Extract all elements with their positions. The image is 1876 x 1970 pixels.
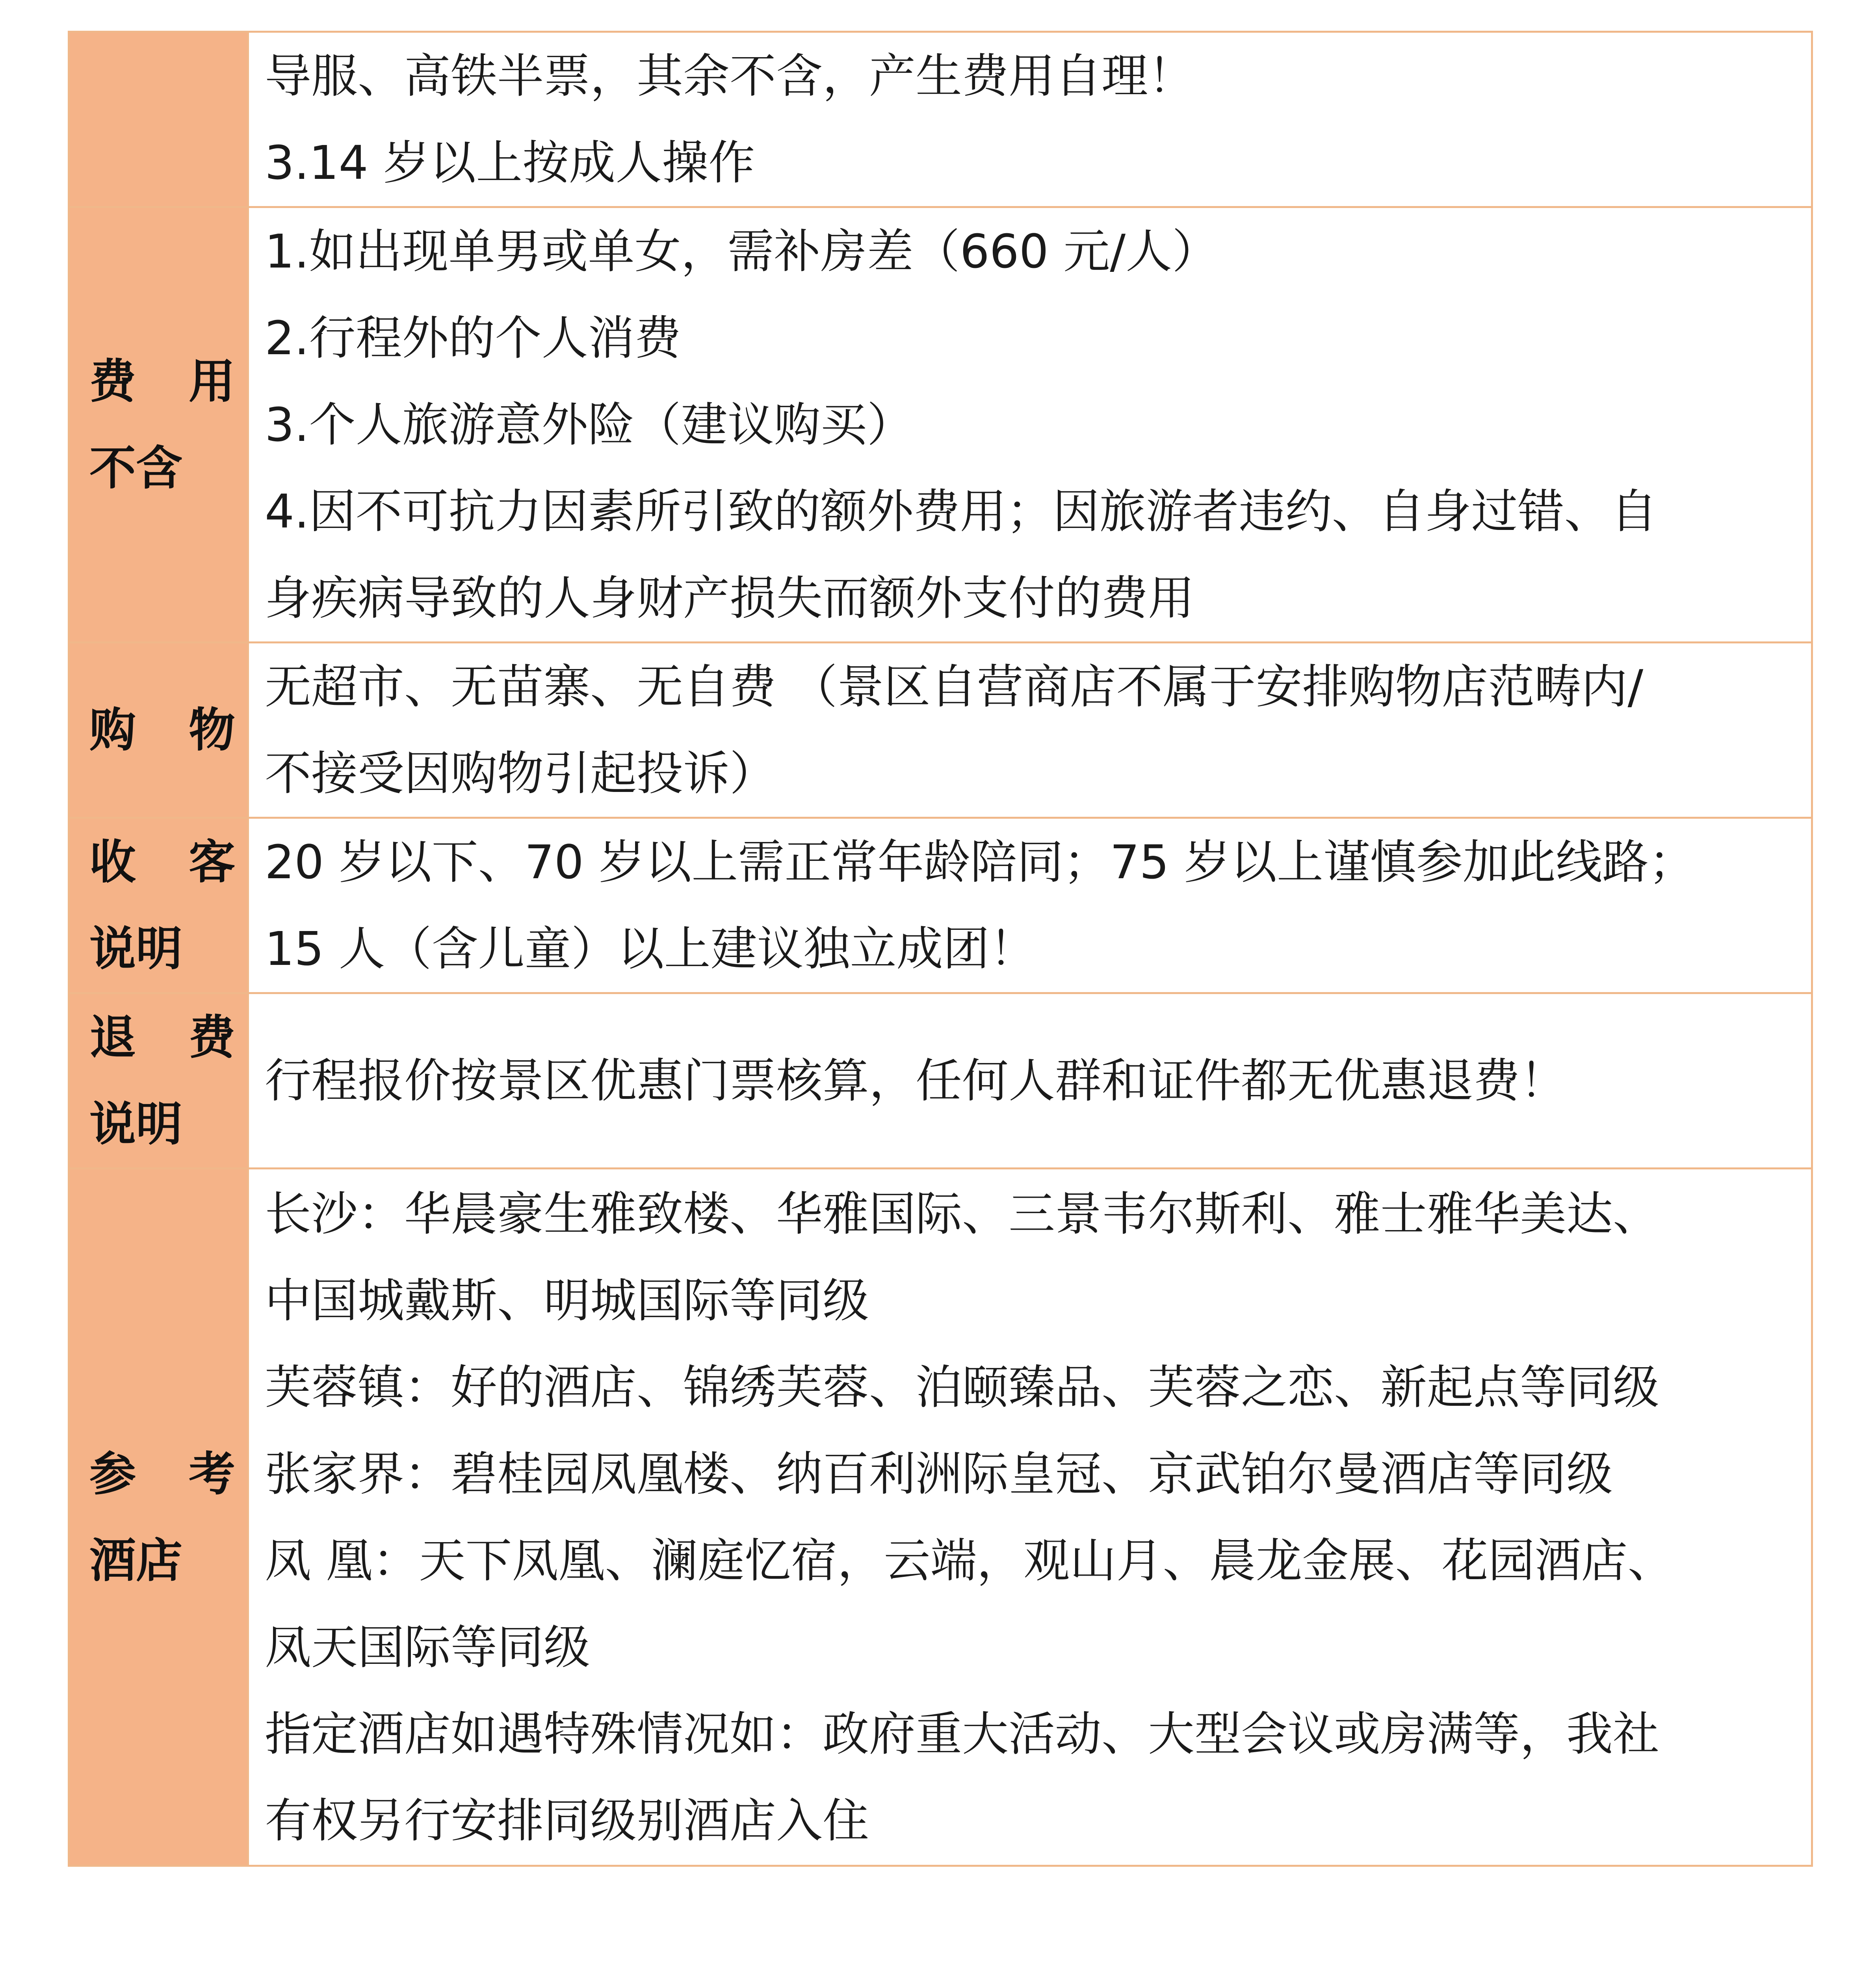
table-row-refund-policy [69,993,1812,1169]
row-label-shopping [69,643,248,818]
content-line: 凤 凰：天下凤凰、澜庭忆宿，云端，观山月、晨龙金展、花园酒店、 [265,1533,1674,1588]
content-line: 无超市、无苗寨、无自费 （景区自营商店不属于安排购物店范畴内/ [265,660,1644,714]
row-label-guest-policy [69,818,248,993]
content-line: 3.个人旅游意外险（建议购买） [265,398,914,452]
content-line: 长沙：华晨豪生雅致楼、华雅国际、三景韦尔斯利、雅士雅华美达、 [265,1186,1660,1241]
row-content-reference-hotels [248,1169,1812,1866]
content-line: 有权另行安排同级别酒店入住 [265,1793,869,1848]
content-line: 3.14 岁以上按成人操作 [265,136,755,190]
row-content-fee-excluded [248,207,1812,643]
label-line: 退 费 [89,1010,235,1065]
content-line: 2.行程外的个人消费 [265,311,681,365]
row-label-refund-policy [69,993,248,1169]
content-line: 指定酒店如遇特殊情况如：政府重大活动、大型会议或房满等，我社 [265,1706,1660,1761]
row-content-guest-policy [248,818,1812,993]
row-content-refund-policy [248,993,1812,1169]
content-line: 行程报价按景区优惠门票核算，任何人群和证件都无优惠退费！ [265,1054,1567,1108]
label-line: 说明 [89,1097,183,1151]
table-row-fee-excluded [69,207,1812,643]
label-line: 说明 [89,922,183,976]
table-row-shopping [69,643,1812,818]
content-line: 15 人（含儿童）以上建议独立成团！ [265,922,1036,976]
label-line: 参 考 [89,1446,235,1501]
content-line: 身疾病导致的人身财产损失而额外支付的费用 [265,571,1195,625]
row-label-reference-hotels [69,1169,248,1866]
label-line: 费 用 [89,354,235,409]
content-line: 4.因不可抗力因素所引致的额外费用；因旅游者违约、自身过错、自 [265,484,1657,539]
table-row-fee-included-continued [69,32,1812,207]
label-line: 购 物 [89,703,235,757]
content-line: 中国城戴斯、明城国际等同级 [265,1273,869,1328]
row-content-shopping [248,643,1812,818]
row-label-fee-excluded [69,207,248,643]
table-row-reference-hotels [69,1169,1812,1866]
itinerary-info-table [68,31,1813,1867]
label-line: 不含 [89,441,183,495]
content-line: 凤天国际等同级 [265,1620,591,1674]
content-line: 导服、高铁半票，其余不含，产生费用自理！ [265,49,1195,103]
row-label-empty [69,32,248,207]
content-line: 芙蓉镇：好的酒店、锦绣芙蓉、泊颐臻品、芙蓉之恋、新起点等同级 [265,1360,1660,1414]
content-line: 20 岁以下、70 岁以上需正常年龄陪同；75 岁以上谨慎参加此线路； [265,835,1695,889]
content-line: 张家界：碧桂园凤凰楼、纳百利洲际皇冠、京武铂尔曼酒店等同级 [265,1446,1613,1501]
row-content-fee-included [248,32,1812,207]
label-line: 酒店 [89,1533,183,1588]
content-line: 1.如出现单男或单女，需补房差（660 元/人） [265,224,1219,279]
table-row-guest-policy [69,818,1812,993]
label-line: 收 客 [89,835,235,889]
content-line: 不接受因购物引起投诉） [265,746,776,801]
